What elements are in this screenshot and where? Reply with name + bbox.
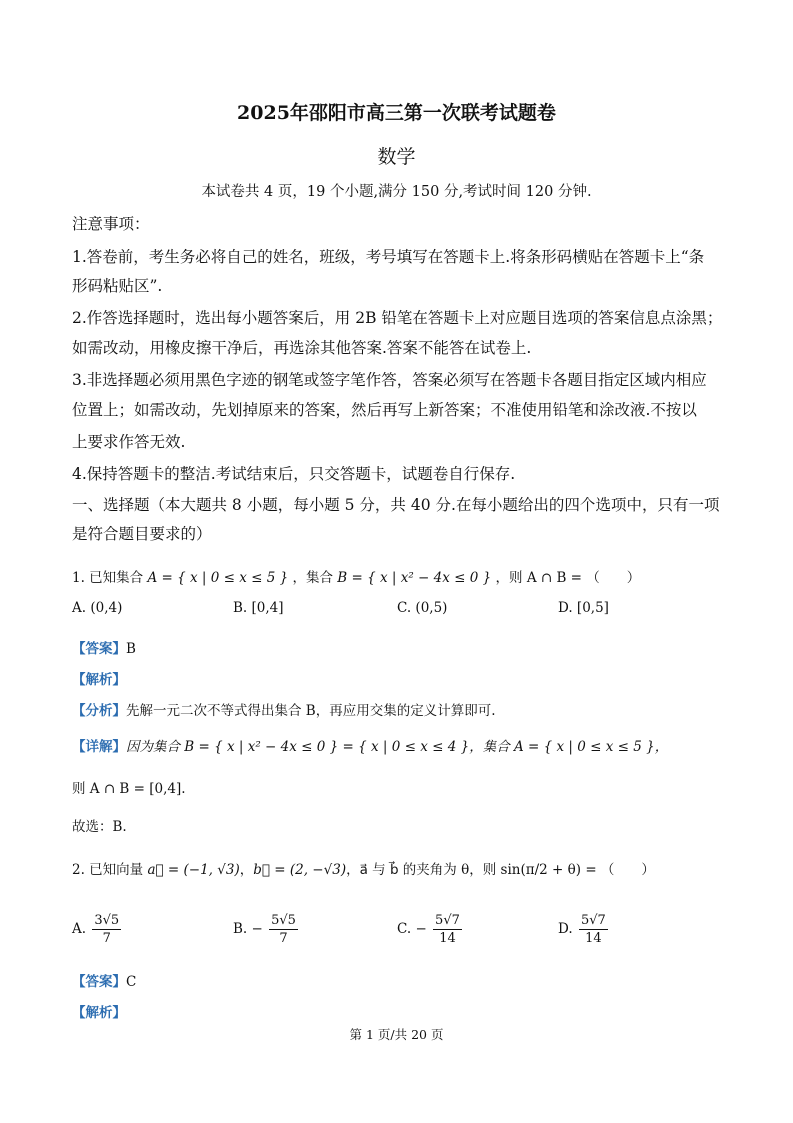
question-2-option-b	[233, 912, 300, 947]
fraction-numerator: 5√5	[271, 913, 296, 928]
fraction-numerator: 5√7	[435, 913, 460, 928]
notice-item-3-line-3: 上要求作答无效.	[72, 433, 186, 451]
option-sign: −	[415, 921, 427, 937]
detail-text: 因为集合 B = { x | x² − 4x ≤ 0 } = { x | 0 ≤ x ≤ 4 }，集合 A = { x | 0 ≤ x ≤ 5 }，	[126, 739, 669, 755]
fraction-denominator: 14	[439, 931, 456, 946]
question-1-prefix: 1. 已知集合	[72, 570, 144, 586]
answer-tag: 【答案】	[72, 974, 126, 990]
question-2-prefix: 2. 已知向量	[72, 862, 144, 878]
fenxi-tag: 【分析】	[72, 703, 126, 719]
option-fraction	[433, 912, 462, 947]
detail-tag: 【详解】	[72, 739, 126, 755]
question-2-option-a	[72, 912, 123, 947]
question-2-angle: ，a⃗ 与 b⃗ 的夹角为 θ，则	[346, 862, 497, 878]
question-1-choose: 故选：B.	[72, 819, 127, 835]
question-1-fenxi	[72, 699, 496, 719]
notice-item-4: 4.保持答题卡的整洁.考试结束后，只交答题卡，试题卷自行保存.	[72, 465, 516, 483]
question-1-set-a: A = { x | 0 ≤ x ≤ 5 }	[147, 570, 289, 586]
fraction-denominator: 7	[102, 931, 111, 946]
fraction-numerator: 5√7	[580, 913, 606, 928]
question-2-options	[72, 912, 722, 956]
exam-subject: 数学	[377, 146, 416, 168]
option-label: D.	[558, 921, 573, 937]
question-1-option-d: D. [0,5]	[558, 600, 609, 616]
question-2-vector-a: a⃗ = (−1, √3)	[147, 862, 240, 878]
question-1-stem	[72, 566, 640, 586]
option-label: C.	[397, 921, 412, 937]
option-label: B.	[233, 921, 248, 937]
exam-intro: 本试卷共 4 页，19 个小题,满分 150 分,考试时间 120 分钟.	[201, 184, 592, 200]
question-2-stem	[72, 858, 655, 878]
question-1-suffix: ，则 A ∩ B = （ ）	[495, 570, 641, 586]
notice-item-1-line-2: 形码粘贴区”.	[72, 277, 163, 295]
notice-item-3-line-2: 位置上；如需改动，先划掉原来的答案，然后再写上新答案；不准使用铅笔和涂改液.不按以	[72, 401, 697, 419]
question-1-then: 则 A ∩ B = [0,4].	[72, 781, 186, 797]
notice-item-3-line-1: 3.非选择题必须用黑色字迹的钢笔或签字笔作答，答案必须写在答题卡各题目指定区域内相应	[72, 371, 707, 389]
question-2-option-d	[558, 912, 610, 947]
fenxi-text: 先解一元二次不等式得出集合 B，再应用交集的定义计算即可.	[126, 703, 496, 719]
question-1-option-a: A. (0,4)	[72, 600, 123, 616]
notice-item-1-line-1: 1.答卷前，考生务必将自己的姓名，班级，考号填写在答题卡上.将条形码横贴在答题卡上“条	[72, 248, 705, 266]
question-2-sep: ，	[239, 862, 254, 878]
question-2-answer	[72, 970, 136, 990]
notice-heading: 注意事项：	[72, 215, 150, 233]
answer-tag: 【答案】	[72, 641, 126, 657]
option-label: A.	[72, 921, 87, 937]
notice-item-2-line-1: 2.作答选择题时，选出每小题答案后，用 2B 铅笔在答题卡上对应题目选项的答案信息点涂黑；	[72, 309, 723, 327]
question-2-option-c	[397, 912, 464, 947]
question-1-set-b: B = { x | x² − 4x ≤ 0 }	[337, 570, 492, 586]
fraction-denominator: 7	[279, 931, 288, 946]
question-1-options	[72, 600, 722, 620]
notice-item-2-line-2: 如需改动，用橡皮擦干净后，再选涂其他答案.答案不能答在试卷上.	[72, 339, 532, 357]
fraction-denominator: 14	[585, 931, 602, 946]
question-1-detail	[72, 735, 668, 755]
option-fraction	[269, 912, 298, 947]
option-fraction	[579, 912, 608, 947]
question-1-option-c: C. (0,5)	[397, 600, 448, 616]
question-1-option-b: B. [0,4]	[233, 600, 284, 616]
question-1-analysis-heading	[72, 668, 126, 688]
fraction-numerator: 3√5	[94, 913, 120, 928]
exam-title: 2025年邵阳市高三第一次联考试题卷	[237, 102, 556, 124]
page-footer: 第 1 页/共 20 页	[349, 1027, 444, 1042]
option-sign: −	[251, 921, 263, 937]
analysis-tag: 【解析】	[72, 1005, 126, 1021]
option-fraction	[92, 912, 121, 947]
question-1-answer	[72, 637, 136, 657]
answer-value: B	[126, 641, 136, 657]
question-2-expression: sin(π/2 + θ) = （ ）	[500, 862, 655, 878]
analysis-tag: 【解析】	[72, 672, 126, 688]
section-1-line-2: 是符合题目要求的）	[72, 525, 212, 543]
question-1-mid: ，集合	[292, 570, 333, 586]
question-2-analysis-heading	[72, 1001, 126, 1021]
section-1-line-1: 一、选择题（本大题共 8 小题，每小题 5 分，共 40 分.在每小题给出的四个选项中，只有一项	[72, 496, 720, 514]
question-2-vector-b: b⃗ = (2, −√3)	[253, 862, 347, 878]
answer-value: C	[126, 974, 137, 990]
